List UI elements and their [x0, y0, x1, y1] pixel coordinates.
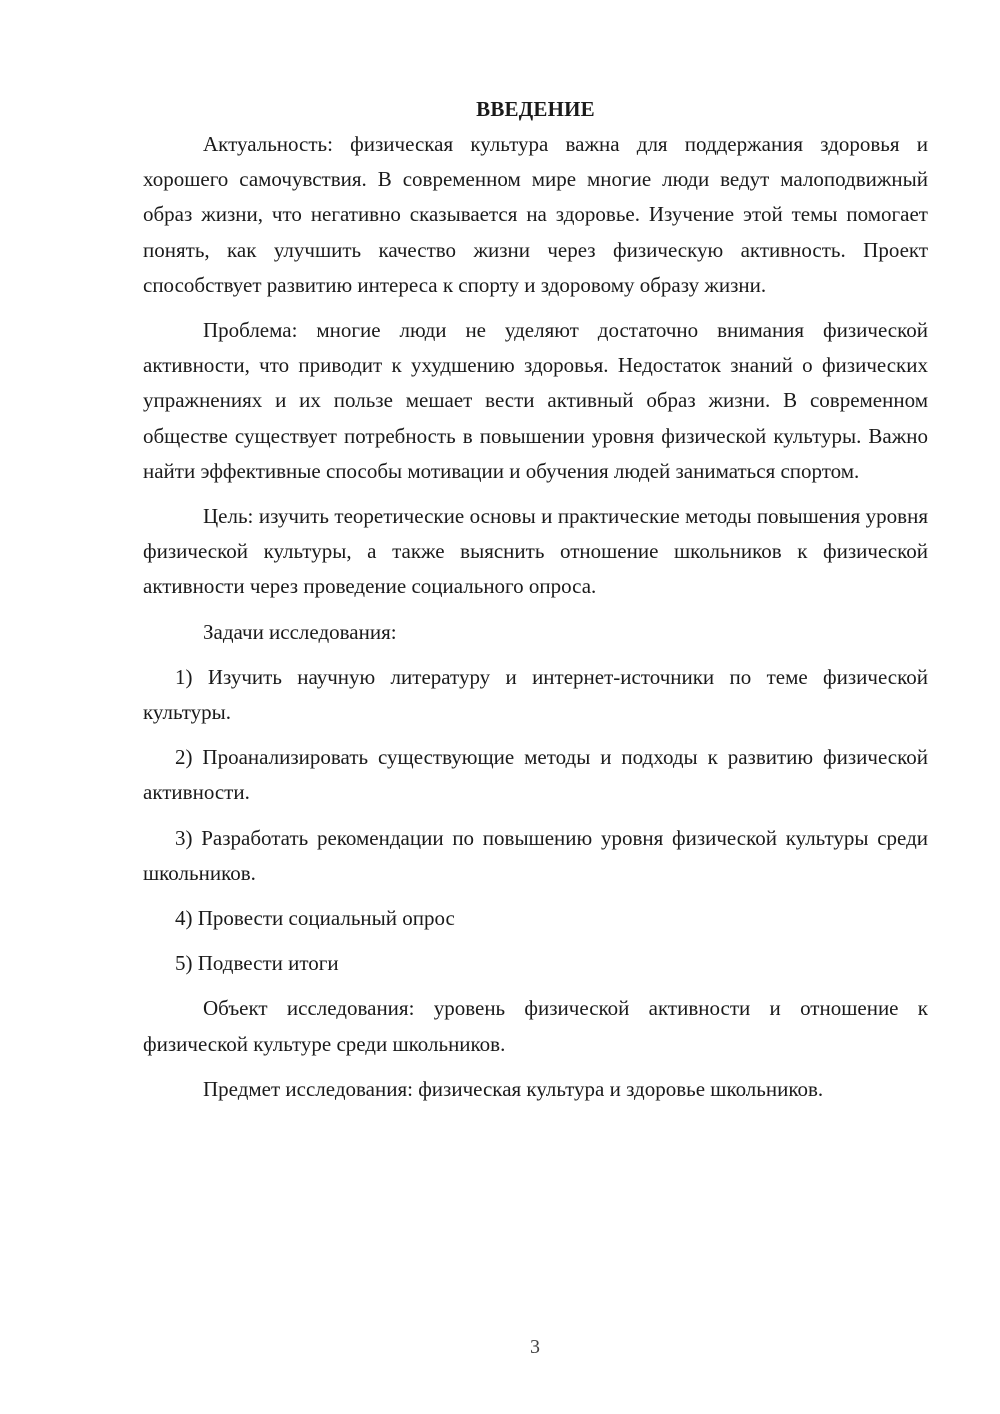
paragraph-subject: Предмет исследования: физическая культура и здоровье школьников.	[203, 1076, 824, 1101]
task-item-4: 4) Провести социальный опрос	[175, 906, 455, 931]
paragraph-object: Объект исследования: уровень физической активности и отношение к физической культуре среди школьников.	[143, 996, 928, 1056]
section-title: ВВЕДЕНИЕ	[476, 97, 595, 121]
paragraph-goal: Цель: изучить теоретические основы и практические методы повышения уровня физической культуры, а также выяснить отношение школьников к физической активности через проведение социального опроса.	[143, 504, 928, 599]
tasks-heading: Задачи исследования:	[203, 619, 397, 644]
task-item-3: 3) Разработать рекомендации по повышению уровня физической культуры среди школьников.	[143, 825, 928, 885]
paragraph-problem: Проблема: многие люди не уделяют достаточно внимания физической активности, что приводит к ухудшению здоровья. Недостаток знаний о физических упражнениях и их пользе мешает вести активный образ жизни. В современном обществе существует потребность в повышении уровня физической культуры. Важно найти эффективные способы мотивации и обучения людей заниматься спортом.	[143, 318, 928, 483]
page-number: 3	[530, 1336, 540, 1358]
task-item-1: 1) Изучить научную литературу и интернет-источники по теме физической культуры.	[143, 664, 928, 725]
task-item-5: 5) Подвести итоги	[175, 951, 339, 976]
task-item-2: 2) Проанализировать существующие методы и подходы к развитию физической активности.	[143, 745, 928, 805]
document-page	[143, 92, 928, 1107]
paragraph-relevance: Актуальность: физическая культура важна для поддержания здоровья и хорошего самочувствия. В современном мире многие люди ведут малоподвижный образ жизни, что негативно сказывается на здоровье. Изучение этой темы помогает понять, как улучшить качество жизни через физическую активность. Проект способствует развитию интереса к спорту и здоровому образу жизни.	[143, 132, 928, 297]
